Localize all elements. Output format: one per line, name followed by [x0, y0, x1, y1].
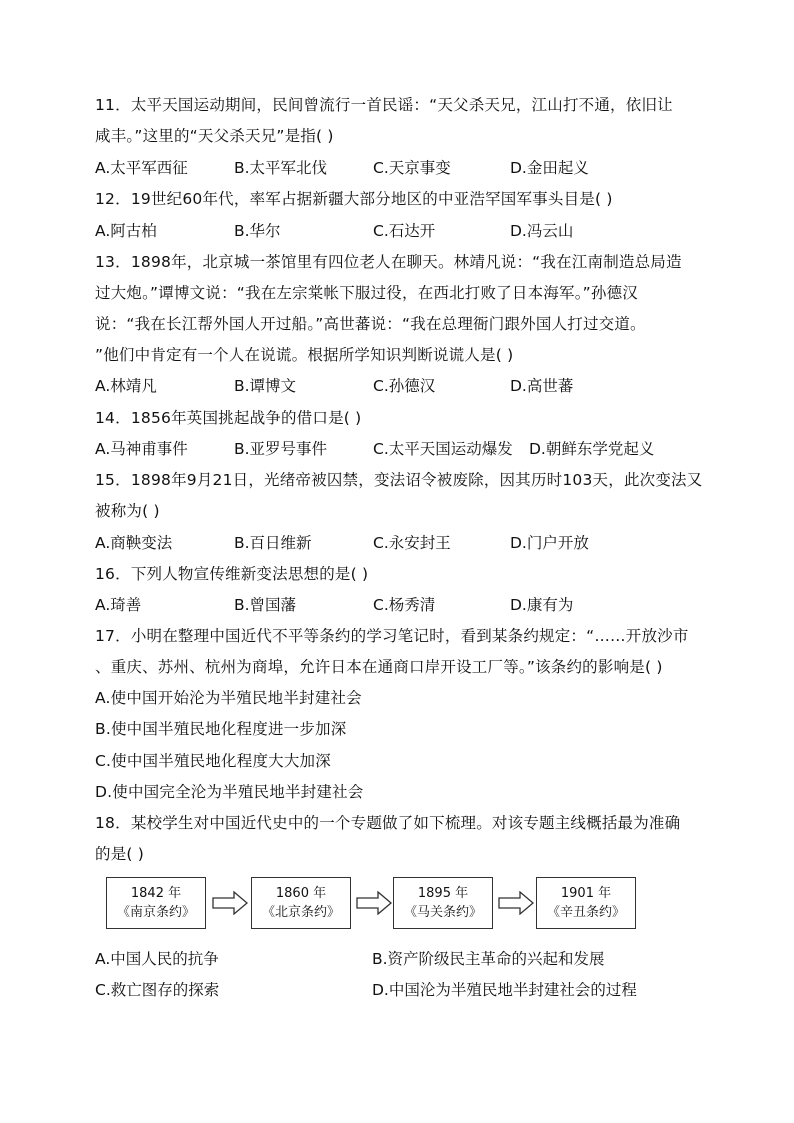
- flow-box-year: 1895 年: [417, 886, 469, 901]
- q11-stem-line-1: 11．太平天国运动期间，民间曾流行一首民谣：“天父杀天兄，江山打不通，依旧让: [95, 96, 673, 114]
- q15-option-a[interactable]: A.商鞅变法: [95, 534, 173, 552]
- flow-box-year: 1901 年: [560, 886, 612, 901]
- flow-box-treaty: 《南京条约》: [116, 905, 195, 920]
- q11-option-c[interactable]: C.天京事变: [373, 159, 451, 177]
- q13-stem-line-3: 说：“我在长江帮外国人开过船。”高世蕃说：“我在总理衙门跟外国人打过交道。: [95, 315, 646, 333]
- q13-option-a[interactable]: A.林靖凡: [95, 377, 157, 395]
- flow-box-1895: [393, 877, 493, 929]
- q12-option-d[interactable]: D.冯云山: [510, 222, 574, 240]
- q11-option-d[interactable]: D.金田起义: [510, 159, 589, 177]
- q12-option-c[interactable]: C.石达开: [373, 222, 436, 240]
- q14-option-d[interactable]: D.朝鲜东学党起义: [529, 440, 655, 458]
- q18-option-c[interactable]: C.救亡图存的探索: [95, 981, 220, 999]
- q14-option-c[interactable]: C.太平天国运动爆发: [373, 440, 513, 458]
- q13-option-c[interactable]: C.孙德汉: [373, 377, 436, 395]
- q14-option-b[interactable]: B.亚罗号事件: [234, 440, 328, 458]
- q13-stem-line-1: 13．1898年，北京城一茶馆里有四位老人在聊天。林靖凡说：“我在江南制造总局造: [95, 253, 682, 271]
- q15-option-d[interactable]: D.门户开放: [510, 534, 589, 552]
- q15-stem-line-2: 被称为( ): [95, 502, 160, 520]
- q18-option-a[interactable]: A.中国人民的抗争: [95, 950, 219, 968]
- q13-option-d[interactable]: D.高世蕃: [510, 377, 574, 395]
- right-arrow-icon: [212, 891, 248, 915]
- treaty-flowchart: [106, 877, 646, 933]
- q14-stem-line-1: 14．1856年英国挑起战争的借口是( ): [95, 409, 362, 427]
- q17-option-a[interactable]: A.使中国开始沦为半殖民地半封建社会: [95, 689, 362, 707]
- q17-option-b[interactable]: B.使中国半殖民地化程度进一步加深: [95, 720, 347, 738]
- q12-option-a[interactable]: A.阿古柏: [95, 222, 157, 240]
- q18-stem-line-2: 的是( ): [95, 845, 145, 863]
- flow-box-1901: [536, 877, 636, 929]
- q18-option-b[interactable]: B.资产阶级民主革命的兴起和发展: [372, 950, 605, 968]
- q16-option-d[interactable]: D.康有为: [510, 596, 574, 614]
- q18-option-d[interactable]: D.中国沦为半殖民地半封建社会的过程: [372, 981, 637, 999]
- q16-option-c[interactable]: C.杨秀清: [373, 596, 436, 614]
- q13-option-b[interactable]: B.谭博文: [234, 377, 297, 395]
- q15-option-c[interactable]: C.永安封王: [373, 534, 451, 552]
- q11-option-a[interactable]: A.太平军西征: [95, 159, 188, 177]
- flow-box-treaty: 《马关条约》: [403, 905, 482, 920]
- q12-stem-line-1: 12．19世纪60年代，率军占据新疆大部分地区的中亚浩罕国军事头目是( ): [95, 190, 613, 208]
- q17-stem-line-1: 17．小明在整理中国近代不平等条约的学习笔记时，看到某条约规定：“……开放沙市: [95, 627, 689, 645]
- q17-option-c[interactable]: C.使中国半殖民地化程度大大加深: [95, 752, 331, 770]
- right-arrow-icon: [498, 891, 534, 915]
- q17-option-d[interactable]: D.使中国完全沦为半殖民地半封建社会: [95, 783, 364, 801]
- q15-option-b[interactable]: B.百日维新: [234, 534, 312, 552]
- q14-option-a[interactable]: A.马神甫事件: [95, 440, 188, 458]
- q17-stem-line-2: 、重庆、苏州、杭州为商埠，允许日本在通商口岸开设工厂等。”该条约的影响是( ): [95, 658, 663, 676]
- flow-box-1860: [251, 877, 351, 929]
- flow-box-treaty: 《北京条约》: [261, 905, 340, 920]
- q18-stem-line-1: 18．某校学生对中国近代史中的一个专题做了如下梳理。对该专题主线概括最为准确: [95, 814, 681, 832]
- q16-option-b[interactable]: B.曾国藩: [234, 596, 297, 614]
- q13-stem-line-4: ”他们中肯定有一个人在说谎。根据所学知识判断说谎人是( ): [95, 346, 514, 364]
- q16-option-a[interactable]: A.琦善: [95, 596, 142, 614]
- right-arrow-icon: [356, 891, 392, 915]
- q11-option-b[interactable]: B.太平军北伐: [234, 159, 328, 177]
- flow-box-year: 1842 年: [130, 886, 182, 901]
- q12-option-b[interactable]: B.华尔: [234, 222, 281, 240]
- flow-box-treaty: 《辛丑条约》: [546, 905, 625, 920]
- q11-stem-line-2: 咸丰。”这里的“天父杀天兄”是指( ): [95, 127, 334, 145]
- flow-box-year: 1860 年: [275, 886, 327, 901]
- q15-stem-line-1: 15．1898年9月21日，光绪帝被囚禁，变法诏令被废除，因其历时103天，此次变法又: [95, 471, 703, 489]
- flow-box-1842: [106, 877, 206, 929]
- q16-stem-line-1: 16．下列人物宣传维新变法思想的是( ): [95, 565, 369, 583]
- q13-stem-line-2: 过大炮。”谭博文说：“我在左宗棠帐下服过役，在西北打败了日本海军。”孙德汉: [95, 284, 638, 302]
